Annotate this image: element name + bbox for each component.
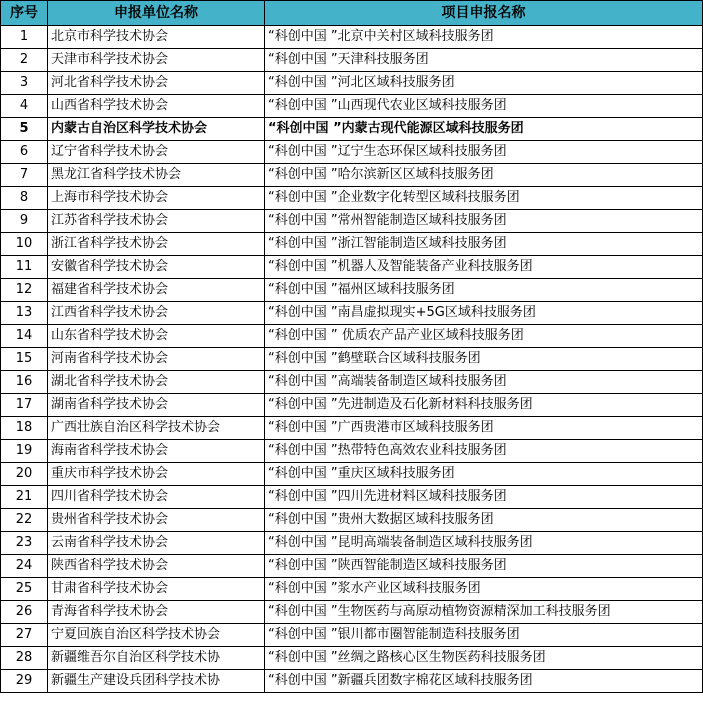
header-project-name: 项目申报名称 [265, 1, 703, 26]
row-index: 14 [1, 325, 48, 348]
table-row [1, 578, 703, 601]
unit-name-cell: 内蒙古自治区科学技术协会 [48, 118, 265, 141]
project-name-cell: “科创中国 ”丝绸之路核心区生物医药科技服务团 [265, 647, 703, 670]
table-row [1, 486, 703, 509]
table-row [1, 210, 703, 233]
project-name-cell: “科创中国 ”银川都市圈智能制造科技服务团 [265, 624, 703, 647]
unit-name-cell: 陕西省科学技术协会 [48, 555, 265, 578]
row-index: 23 [1, 532, 48, 555]
row-index: 10 [1, 233, 48, 256]
unit-name-cell: 贵州省科学技术协会 [48, 509, 265, 532]
header-row [1, 1, 703, 26]
unit-name-cell: 辽宁省科学技术协会 [48, 141, 265, 164]
project-name-cell: “科创中国 ”重庆区域科技服务团 [265, 463, 703, 486]
project-name-cell: “科创中国 ”陕西智能制造区域科技服务团 [265, 555, 703, 578]
table-row [1, 371, 703, 394]
row-index: 16 [1, 371, 48, 394]
table-row [1, 279, 703, 302]
table-row [1, 440, 703, 463]
unit-name-cell: 安徽省科学技术协会 [48, 256, 265, 279]
project-name-cell: “科创中国 ”常州智能制造区域科技服务团 [265, 210, 703, 233]
row-index: 7 [1, 164, 48, 187]
table-row [1, 509, 703, 532]
table-row [1, 72, 703, 95]
table-body [1, 26, 703, 693]
table-row [1, 417, 703, 440]
unit-name-cell: 四川省科学技术协会 [48, 486, 265, 509]
table-row [1, 394, 703, 417]
project-name-cell: “科创中国 ”内蒙古现代能源区域科技服务团 [265, 118, 703, 141]
unit-name-cell: 福建省科学技术协会 [48, 279, 265, 302]
row-index: 18 [1, 417, 48, 440]
project-name-cell: “科创中国 ”山西现代农业区域科技服务团 [265, 95, 703, 118]
project-name-cell: “科创中国 ”新疆兵团数字棉花区域科技服务团 [265, 670, 703, 693]
unit-name-cell: 江苏省科学技术协会 [48, 210, 265, 233]
unit-name-cell: 云南省科学技术协会 [48, 532, 265, 555]
header-index: 序号 [1, 1, 48, 26]
unit-name-cell: 海南省科学技术协会 [48, 440, 265, 463]
table-row [1, 49, 703, 72]
table-row [1, 555, 703, 578]
row-index: 5 [1, 118, 48, 141]
unit-name-cell: 上海市科学技术协会 [48, 187, 265, 210]
unit-name-cell: 天津市科学技术协会 [48, 49, 265, 72]
row-index: 12 [1, 279, 48, 302]
project-name-cell: “科创中国 ”北京中关村区域科技服务团 [265, 26, 703, 49]
project-name-cell: “科创中国 ”河北区域科技服务团 [265, 72, 703, 95]
unit-name-cell: 北京市科学技术协会 [48, 26, 265, 49]
project-name-cell: “科创中国 ”广西贵港市区域科技服务团 [265, 417, 703, 440]
row-index: 21 [1, 486, 48, 509]
project-name-cell: “科创中国 ”企业数字化转型区域科技服务团 [265, 187, 703, 210]
project-name-cell: “科创中国 ”生物医药与高原动植物资源精深加工科技服务团 [265, 601, 703, 624]
unit-name-cell: 甘肃省科学技术协会 [48, 578, 265, 601]
row-index: 20 [1, 463, 48, 486]
project-name-cell: “科创中国 ”四川先进材料区域科技服务团 [265, 486, 703, 509]
project-name-cell: “科创中国 ” 优质农产品产业区域科技服务团 [265, 325, 703, 348]
unit-name-cell: 山西省科学技术协会 [48, 95, 265, 118]
row-index: 6 [1, 141, 48, 164]
table-row [1, 302, 703, 325]
unit-name-cell: 宁夏回族自治区科学技术协会 [48, 624, 265, 647]
row-index: 24 [1, 555, 48, 578]
row-index: 19 [1, 440, 48, 463]
row-index: 17 [1, 394, 48, 417]
unit-name-cell: 浙江省科学技术协会 [48, 233, 265, 256]
table-row [1, 233, 703, 256]
unit-name-cell: 黑龙江省科学技术协会 [48, 164, 265, 187]
table-row [1, 164, 703, 187]
table-row [1, 463, 703, 486]
unit-name-cell: 湖南省科学技术协会 [48, 394, 265, 417]
unit-name-cell: 重庆市科学技术协会 [48, 463, 265, 486]
row-index: 13 [1, 302, 48, 325]
unit-name-cell: 新疆生产建设兵团科学技术协 [48, 670, 265, 693]
table-row [1, 647, 703, 670]
row-index: 22 [1, 509, 48, 532]
table-row [1, 532, 703, 555]
unit-name-cell: 广西壮族自治区科学技术协会 [48, 417, 265, 440]
row-index: 26 [1, 601, 48, 624]
project-name-cell: “科创中国 ”贵州大数据区域科技服务团 [265, 509, 703, 532]
row-index: 2 [1, 49, 48, 72]
row-index: 28 [1, 647, 48, 670]
project-name-cell: “科创中国 ”辽宁生态环保区域科技服务团 [265, 141, 703, 164]
row-index: 27 [1, 624, 48, 647]
table-row [1, 325, 703, 348]
table-row [1, 95, 703, 118]
project-name-cell: “科创中国 ”天津科技服务团 [265, 49, 703, 72]
row-index: 1 [1, 26, 48, 49]
row-index: 15 [1, 348, 48, 371]
table-row [1, 26, 703, 49]
row-index: 8 [1, 187, 48, 210]
unit-name-cell: 青海省科学技术协会 [48, 601, 265, 624]
row-index: 25 [1, 578, 48, 601]
project-name-cell: “科创中国 ”浙江智能制造区域科技服务团 [265, 233, 703, 256]
table-row [1, 141, 703, 164]
project-name-cell: “科创中国 ”热带特色高效农业科技服务团 [265, 440, 703, 463]
unit-name-cell: 新疆维吾尔自治区科学技术协 [48, 647, 265, 670]
row-index: 29 [1, 670, 48, 693]
table-row [1, 624, 703, 647]
row-index: 9 [1, 210, 48, 233]
unit-name-cell: 河南省科学技术协会 [48, 348, 265, 371]
project-name-cell: “科创中国 ”机器人及智能装备产业科技服务团 [265, 256, 703, 279]
project-name-cell: “科创中国 ”哈尔滨新区区域科技服务团 [265, 164, 703, 187]
project-name-cell: “科创中国 ”福州区域科技服务团 [265, 279, 703, 302]
project-name-cell: “科创中国 ”昆明高端装备制造区域科技服务团 [265, 532, 703, 555]
unit-name-cell: 河北省科学技术协会 [48, 72, 265, 95]
project-name-cell: “科创中国 ”浆水产业区域科技服务团 [265, 578, 703, 601]
table-row [1, 670, 703, 693]
table-row [1, 118, 703, 141]
header-unit-name: 申报单位名称 [48, 1, 265, 26]
table-row [1, 187, 703, 210]
unit-name-cell: 山东省科学技术协会 [48, 325, 265, 348]
row-index: 4 [1, 95, 48, 118]
unit-name-cell: 江西省科学技术协会 [48, 302, 265, 325]
unit-name-cell: 湖北省科学技术协会 [48, 371, 265, 394]
project-name-cell: “科创中国 ”南昌虚拟现实+5G区域科技服务团 [265, 302, 703, 325]
project-name-cell: “科创中国 ”先进制造及石化新材料科技服务团 [265, 394, 703, 417]
project-name-cell: “科创中国 ”鹤壁联合区域科技服务团 [265, 348, 703, 371]
row-index: 3 [1, 72, 48, 95]
row-index: 11 [1, 256, 48, 279]
table-row [1, 348, 703, 371]
table-row [1, 256, 703, 279]
table-row [1, 601, 703, 624]
project-name-cell: “科创中国 ”高端装备制造区域科技服务团 [265, 371, 703, 394]
